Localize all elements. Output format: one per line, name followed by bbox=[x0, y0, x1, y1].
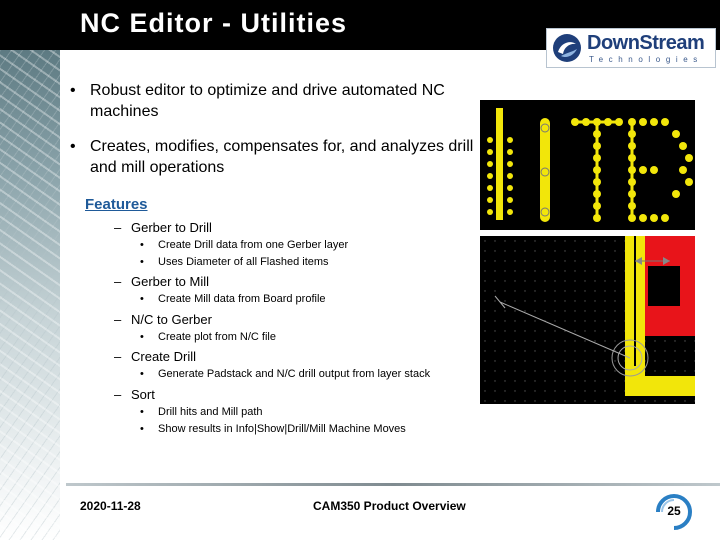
logo-tagline: Technologies bbox=[589, 55, 703, 64]
feature-item: • Uses Diameter of all Flashed items bbox=[140, 256, 329, 268]
logo-name: DownStream bbox=[587, 32, 705, 54]
feature-sort: – Sort bbox=[114, 387, 155, 402]
main-bullets bbox=[70, 80, 480, 192]
footer-divider bbox=[66, 483, 720, 486]
pcb-text-drill-image bbox=[480, 100, 695, 230]
footer-title: CAM350 Product Overview bbox=[313, 499, 466, 513]
features-link[interactable]: Features bbox=[85, 196, 148, 213]
feature-gerber-to-drill: – Gerber to Drill bbox=[114, 220, 212, 235]
feature-item: • Create Drill data from one Gerber layer bbox=[140, 239, 349, 251]
pcb-mill-path-image bbox=[480, 236, 695, 404]
bullet-creates-modifies: • Creates, modifies, compensates for, and analyzes drill and mill operations bbox=[70, 136, 480, 178]
page-number: 25 bbox=[667, 504, 681, 518]
feature-gerber-to-mill: – Gerber to Mill bbox=[114, 274, 210, 289]
feature-item: • Drill hits and Mill path bbox=[140, 406, 263, 418]
feature-create-drill: – Create Drill bbox=[114, 349, 197, 364]
feature-item: • Create Mill data from Board profile bbox=[140, 293, 326, 305]
decorative-circuit-strip bbox=[0, 50, 60, 540]
slide-title: NC Editor - Utilities bbox=[80, 8, 348, 38]
footer-date: 2020-11-28 bbox=[80, 499, 141, 513]
feature-item: • Create plot from N/C file bbox=[140, 331, 276, 343]
bullet-robust-editor: • Robust editor to optimize and drive automated NC machines bbox=[70, 80, 480, 122]
downstream-logo-icon bbox=[552, 33, 582, 63]
feature-item: • Generate Padstack and N/C drill output from layer stack bbox=[140, 368, 431, 380]
company-logo bbox=[546, 28, 716, 68]
feature-item: • Show results in Info|Show|Drill/Mill Machine Moves bbox=[140, 423, 406, 435]
feature-nc-to-gerber: – N/C to Gerber bbox=[114, 312, 212, 327]
